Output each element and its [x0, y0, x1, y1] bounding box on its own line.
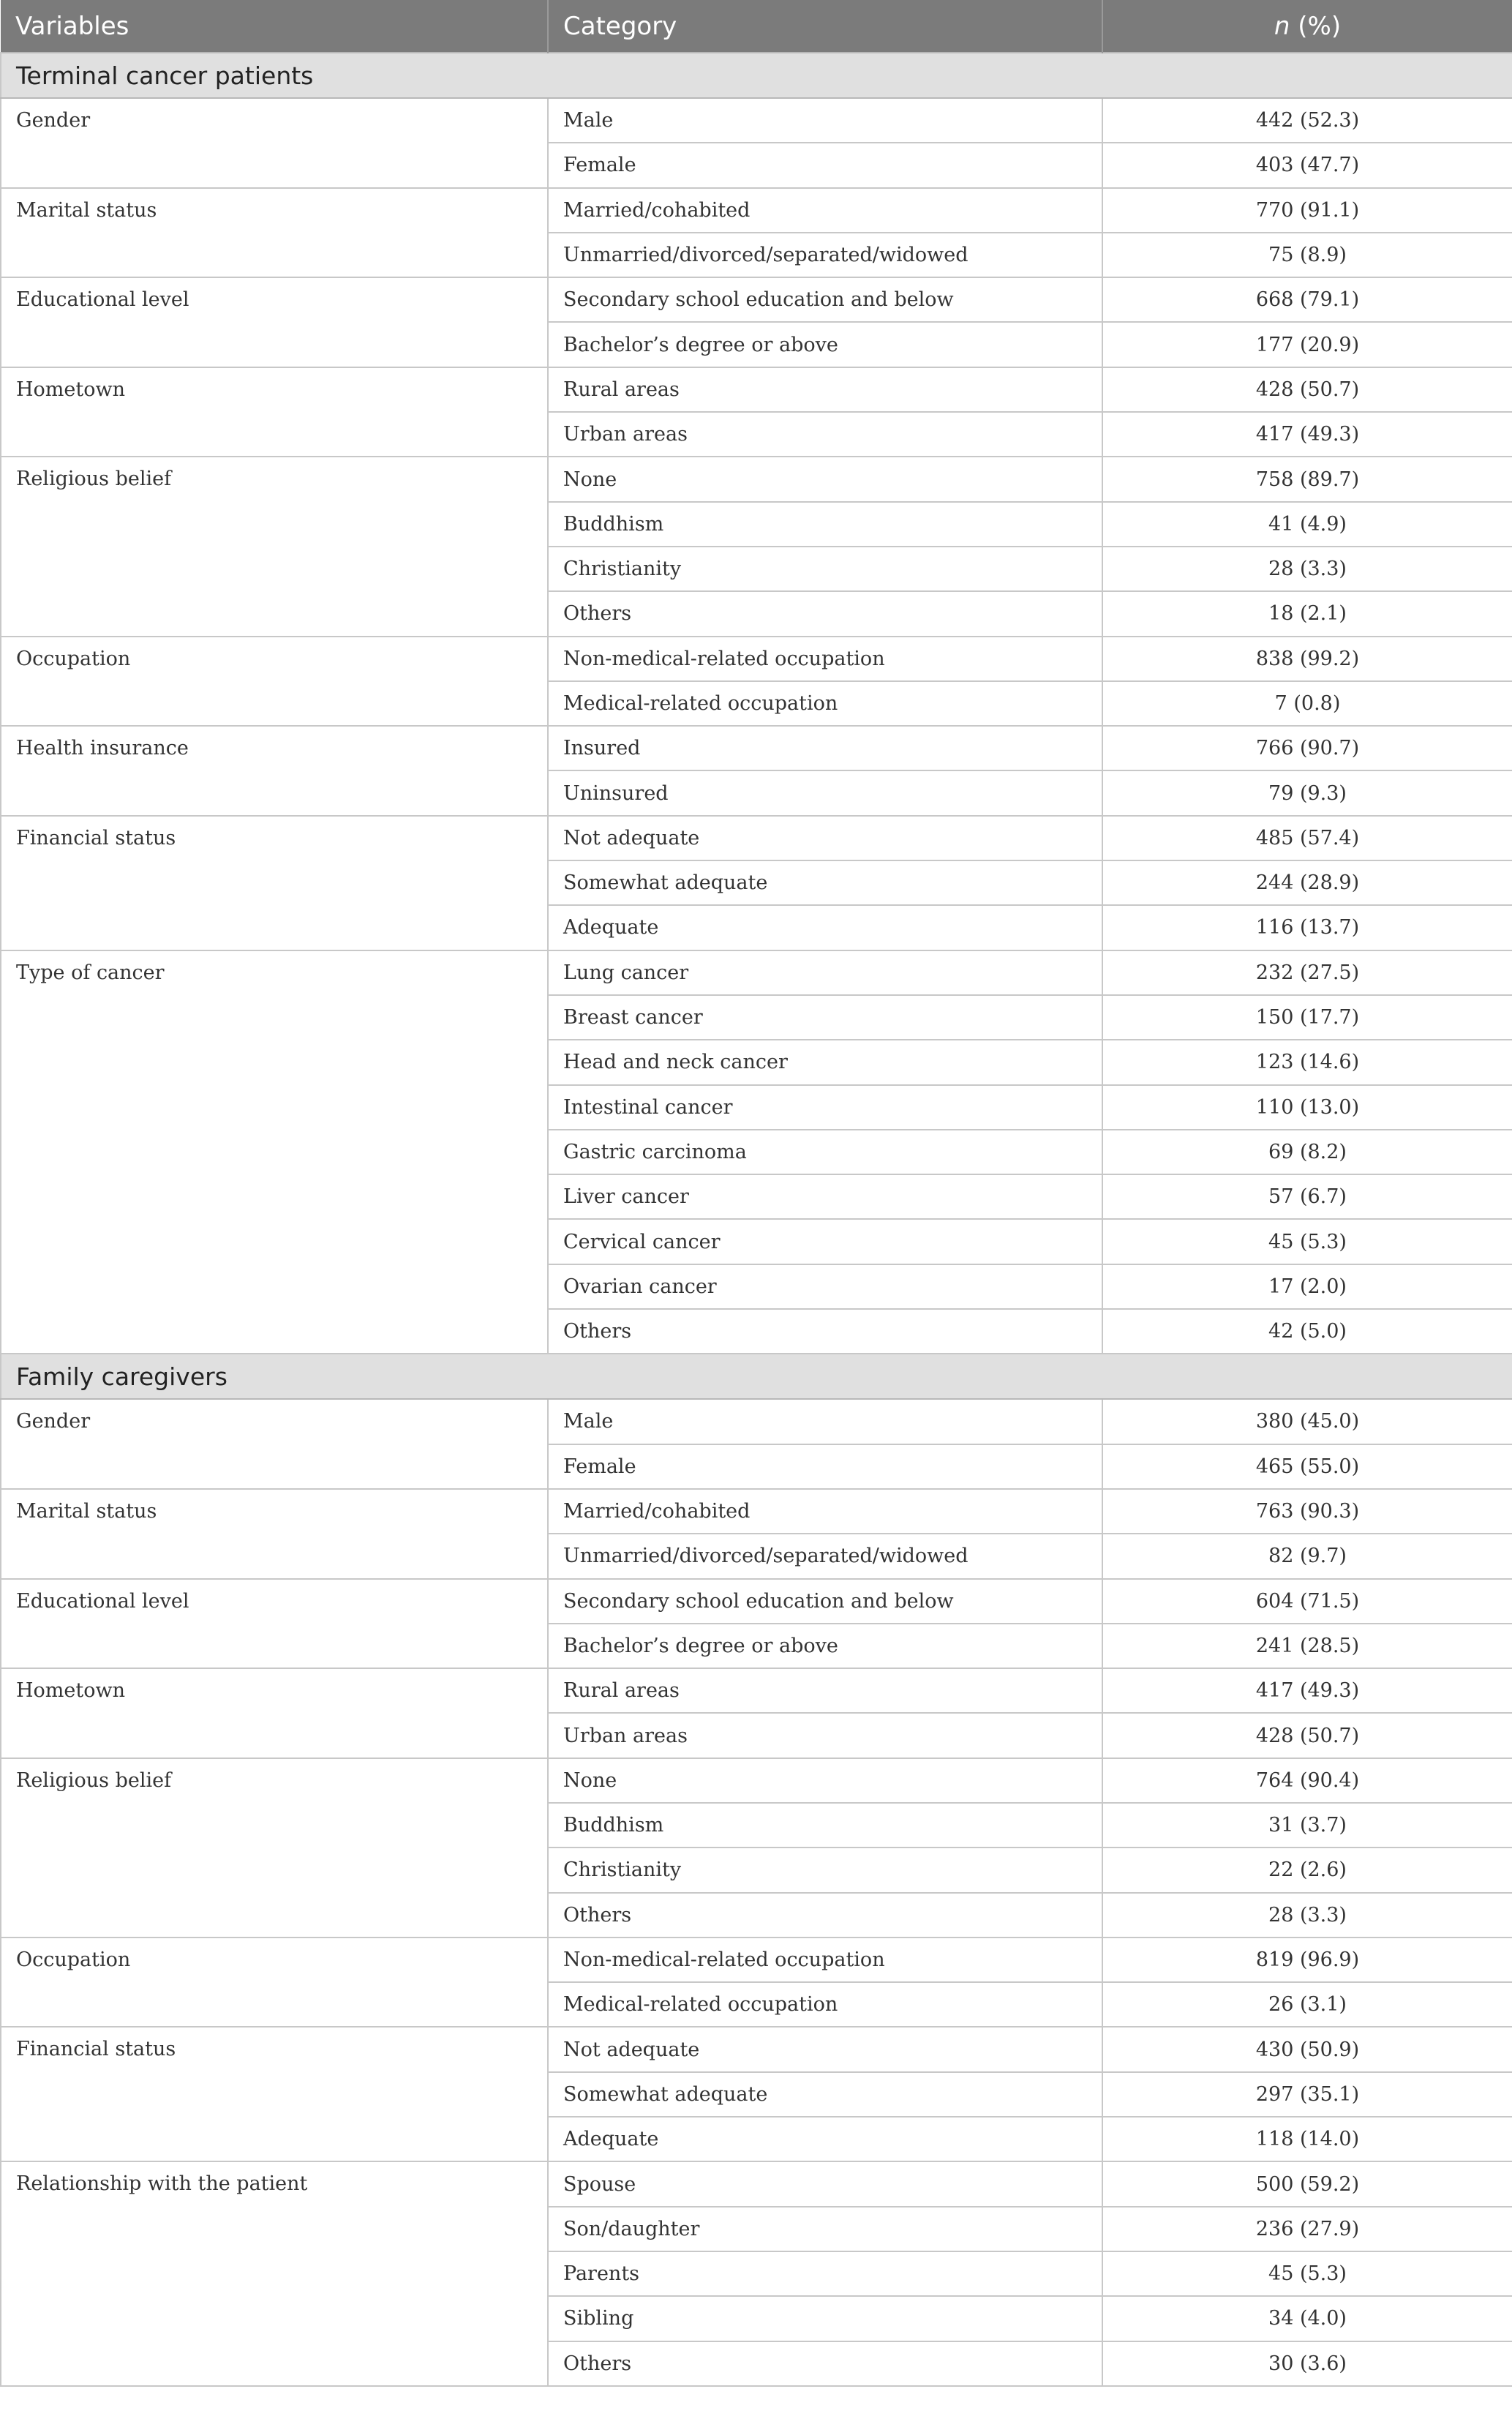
category-cell: Others: [548, 1893, 1102, 1938]
count-percent-cell: 417 (49.3): [1102, 412, 1512, 457]
count-percent-cell: 17 (2.0): [1102, 1264, 1512, 1309]
table-row: [1, 1758, 1512, 1803]
count-percent-cell: 297 (35.1): [1102, 2072, 1512, 2117]
count-percent-cell: 236 (27.9): [1102, 2207, 1512, 2251]
header-n: n: [1274, 11, 1290, 41]
table-row: [1, 367, 1512, 412]
table-header: [1, 0, 1512, 53]
category-cell: Unmarried/divorced/separated/widowed: [548, 233, 1102, 277]
count-percent-cell: 45 (5.3): [1102, 2251, 1512, 2296]
count-percent-cell: 75 (8.9): [1102, 233, 1512, 277]
category-cell: None: [548, 457, 1102, 501]
category-cell: Female: [548, 1444, 1102, 1489]
category-cell: Uninsured: [548, 770, 1102, 815]
table-row: [1, 188, 1512, 233]
count-percent-cell: 668 (79.1): [1102, 277, 1512, 322]
category-cell: Liver cancer: [548, 1174, 1102, 1219]
table-row: [1, 2161, 1512, 2206]
count-percent-cell: 28 (3.3): [1102, 547, 1512, 591]
count-percent-cell: 403 (47.7): [1102, 143, 1512, 187]
count-percent-cell: 150 (17.7): [1102, 995, 1512, 1040]
section-title: Terminal cancer patients: [1, 53, 1512, 98]
table-row: [1, 98, 1512, 143]
count-percent-cell: 123 (14.6): [1102, 1040, 1512, 1084]
count-percent-cell: 766 (90.7): [1102, 726, 1512, 770]
count-percent-cell: 428 (50.7): [1102, 1713, 1512, 1758]
category-cell: Somewhat adequate: [548, 860, 1102, 905]
count-percent-cell: 110 (13.0): [1102, 1085, 1512, 1130]
count-percent-cell: 485 (57.4): [1102, 816, 1512, 860]
header-variables: Variables: [1, 0, 548, 53]
variable-cell: Marital status: [1, 188, 548, 278]
count-percent-cell: 417 (49.3): [1102, 1668, 1512, 1713]
table-row: [1, 1938, 1512, 1982]
section-title: Family caregivers: [1, 1354, 1512, 1399]
variable-cell: Gender: [1, 98, 548, 188]
count-percent-cell: 57 (6.7): [1102, 1174, 1512, 1219]
table-row: [1, 950, 1512, 995]
category-cell: Bachelor’s degree or above: [548, 1624, 1102, 1668]
count-percent-cell: 604 (71.5): [1102, 1579, 1512, 1624]
count-percent-cell: 45 (5.3): [1102, 1219, 1512, 1264]
count-percent-cell: 116 (13.7): [1102, 905, 1512, 950]
category-cell: Male: [548, 98, 1102, 143]
category-cell: Others: [548, 1309, 1102, 1354]
category-cell: Bachelor’s degree or above: [548, 322, 1102, 367]
category-cell: Medical-related occupation: [548, 681, 1102, 726]
category-cell: Married/cohabited: [548, 188, 1102, 233]
count-percent-cell: 244 (28.9): [1102, 860, 1512, 905]
count-percent-cell: 500 (59.2): [1102, 2161, 1512, 2206]
count-percent-cell: 232 (27.5): [1102, 950, 1512, 995]
header-percent: (%): [1290, 11, 1342, 41]
section-row: [1, 53, 1512, 98]
table-row: [1, 726, 1512, 770]
table-row: [1, 1579, 1512, 1624]
category-cell: Rural areas: [548, 1668, 1102, 1713]
variable-cell: Relationship with the patient: [1, 2161, 548, 2385]
count-percent-cell: 82 (9.7): [1102, 1534, 1512, 1578]
category-cell: Non-medical-related occupation: [548, 1938, 1102, 1982]
variable-cell: Educational level: [1, 277, 548, 367]
count-percent-cell: 18 (2.1): [1102, 591, 1512, 636]
category-cell: Medical-related occupation: [548, 1982, 1102, 2027]
category-cell: Spouse: [548, 2161, 1102, 2206]
category-cell: None: [548, 1758, 1102, 1803]
count-percent-cell: 42 (5.0): [1102, 1309, 1512, 1354]
count-percent-cell: 28 (3.3): [1102, 1893, 1512, 1938]
category-cell: Female: [548, 143, 1102, 187]
category-cell: Male: [548, 1399, 1102, 1444]
count-percent-cell: 7 (0.8): [1102, 681, 1512, 726]
variable-cell: Gender: [1, 1399, 548, 1489]
category-cell: Urban areas: [548, 412, 1102, 457]
variable-cell: Hometown: [1, 1668, 548, 1758]
variable-cell: Financial status: [1, 2027, 548, 2161]
category-cell: Insured: [548, 726, 1102, 770]
category-cell: Non-medical-related occupation: [548, 637, 1102, 681]
category-cell: Others: [548, 2341, 1102, 2386]
variable-cell: Marital status: [1, 1489, 548, 1579]
count-percent-cell: 819 (96.9): [1102, 1938, 1512, 1982]
variable-cell: Hometown: [1, 367, 548, 457]
variable-cell: Religious belief: [1, 1758, 548, 1938]
category-cell: Secondary school education and below: [548, 1579, 1102, 1624]
count-percent-cell: 177 (20.9): [1102, 322, 1512, 367]
category-cell: Head and neck cancer: [548, 1040, 1102, 1084]
category-cell: Somewhat adequate: [548, 2072, 1102, 2117]
variable-cell: Religious belief: [1, 457, 548, 636]
section-row: [1, 1354, 1512, 1399]
count-percent-cell: 763 (90.3): [1102, 1489, 1512, 1534]
category-cell: Christianity: [548, 547, 1102, 591]
category-cell: Not adequate: [548, 2027, 1102, 2071]
count-percent-cell: 118 (14.0): [1102, 2117, 1512, 2161]
category-cell: Adequate: [548, 2117, 1102, 2161]
variable-cell: Educational level: [1, 1579, 548, 1669]
count-percent-cell: 758 (89.7): [1102, 457, 1512, 501]
category-cell: Parents: [548, 2251, 1102, 2296]
category-cell: Others: [548, 591, 1102, 636]
header-category: Category: [548, 0, 1102, 53]
table-row: [1, 277, 1512, 322]
count-percent-cell: 41 (4.9): [1102, 502, 1512, 547]
category-cell: Gastric carcinoma: [548, 1130, 1102, 1174]
table-row: [1, 1668, 1512, 1713]
header-n-percent: [1102, 0, 1512, 53]
category-cell: Not adequate: [548, 816, 1102, 860]
category-cell: Buddhism: [548, 502, 1102, 547]
category-cell: Christianity: [548, 1848, 1102, 1892]
category-cell: Sibling: [548, 2296, 1102, 2341]
category-cell: Unmarried/divorced/separated/widowed: [548, 1534, 1102, 1578]
count-percent-cell: 26 (3.1): [1102, 1982, 1512, 2027]
count-percent-cell: 764 (90.4): [1102, 1758, 1512, 1803]
variable-cell: Type of cancer: [1, 950, 548, 1354]
variable-cell: Financial status: [1, 816, 548, 950]
table-row: [1, 457, 1512, 501]
count-percent-cell: 465 (55.0): [1102, 1444, 1512, 1489]
count-percent-cell: 241 (28.5): [1102, 1624, 1512, 1668]
category-cell: Buddhism: [548, 1803, 1102, 1848]
table-row: [1, 1489, 1512, 1534]
category-cell: Cervical cancer: [548, 1219, 1102, 1264]
category-cell: Adequate: [548, 905, 1102, 950]
category-cell: Rural areas: [548, 367, 1102, 412]
count-percent-cell: 79 (9.3): [1102, 770, 1512, 815]
count-percent-cell: 838 (99.2): [1102, 637, 1512, 681]
count-percent-cell: 770 (91.1): [1102, 188, 1512, 233]
table-row: [1, 816, 1512, 860]
count-percent-cell: 34 (4.0): [1102, 2296, 1512, 2341]
table-row: [1, 2027, 1512, 2071]
category-cell: Lung cancer: [548, 950, 1102, 995]
category-cell: Urban areas: [548, 1713, 1102, 1758]
category-cell: Son/daughter: [548, 2207, 1102, 2251]
variable-cell: Occupation: [1, 1938, 548, 2027]
variable-cell: Occupation: [1, 637, 548, 727]
category-cell: Secondary school education and below: [548, 277, 1102, 322]
count-percent-cell: 428 (50.7): [1102, 367, 1512, 412]
category-cell: Married/cohabited: [548, 1489, 1102, 1534]
count-percent-cell: 442 (52.3): [1102, 98, 1512, 143]
category-cell: Breast cancer: [548, 995, 1102, 1040]
category-cell: Ovarian cancer: [548, 1264, 1102, 1309]
category-cell: Intestinal cancer: [548, 1085, 1102, 1130]
table-row: [1, 1399, 1512, 1444]
count-percent-cell: 22 (2.6): [1102, 1848, 1512, 1892]
count-percent-cell: 30 (3.6): [1102, 2341, 1512, 2386]
table-row: [1, 637, 1512, 681]
count-percent-cell: 380 (45.0): [1102, 1399, 1512, 1444]
variable-cell: Health insurance: [1, 726, 548, 816]
count-percent-cell: 69 (8.2): [1102, 1130, 1512, 1174]
table-body: [1, 53, 1512, 2386]
count-percent-cell: 430 (50.9): [1102, 2027, 1512, 2071]
count-percent-cell: 31 (3.7): [1102, 1803, 1512, 1848]
